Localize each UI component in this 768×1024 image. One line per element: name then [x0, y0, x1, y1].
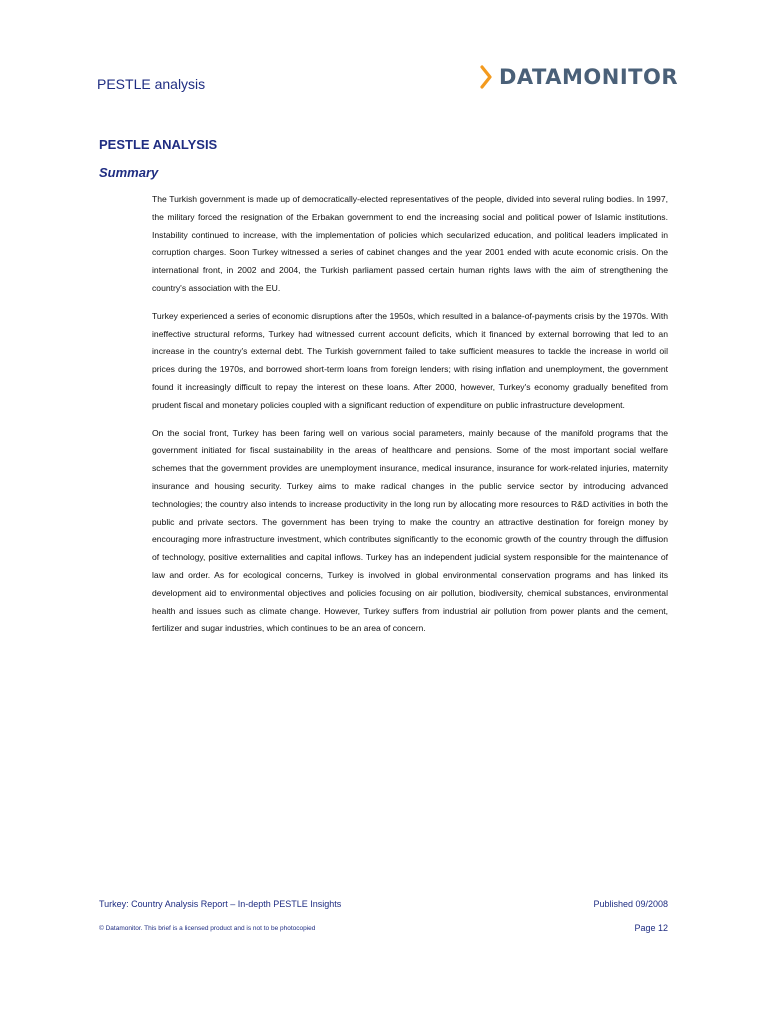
logo-text: DATAMONITOR [499, 65, 678, 89]
paragraph: Turkey experienced a series of economic disruptions after the 1950s, which resulted in a balance-of-payments crisis by the 1970s. With ineffective structural reforms, Turkey had witnessed current account deficits, which it financed by external borrowing that led to an increase in the country's external debt. The Turkish government failed to take sufficient measures to tackle the increase in world oil prices during the 1970s, and borrowed short-term loans from foreign lenders; with rising inflation and unemployment, the government found it increasingly difficult to repay the interest on these loans. After 2000, however, Turkey's economy gradually benefited from prudent fiscal and monetary policies coupled with a significant reduction of expenditure on public infrastructure development. [152, 310, 668, 410]
subsection-title: Summary [99, 165, 159, 180]
chevron-logo-icon [479, 65, 493, 89]
paragraph: The Turkish government is made up of democratically-elected representatives of the people, divided into several ruling bodies. In 1997, the military forced the resignation of the Erbakan government to end the increasing social and political power of Islamic institutions. Instability continued to increase, with the implementation of policies which secularized education, and political leaders implicated in corruption charges. Soon Turkey witnessed a series of cabinet changes and the year 2001 ended with acute economic crisis. On the international front, in 2002 and 2004, the Turkish parliament passed certain human rights laws with the aim of strengthening the country's association with the EU. [152, 194, 668, 293]
section-title: PESTLE ANALYSIS [99, 137, 218, 152]
footer-published-date: Published 09/2008 [593, 899, 668, 909]
footer-copyright: © Datamonitor. This brief is a licensed product and is not to be photocopied [99, 925, 316, 932]
page-number: Page 12 [634, 923, 668, 933]
footer-report-title: Turkey: Country Analysis Report – In-depth PESTLE Insights [99, 899, 342, 909]
paragraph: On the social front, Turkey has been faring well on various social parameters, mainly because of the manifold programs that the government initiated for fiscal sustainability in the areas of healthcare and pensions. Some of the most important social welfare schemes that the government provides are unemployment insurance, medical insurance, insurance for work-related injuries, maternity insurance and housing security. Turkey aims to make radical changes in the public service sector by introducing advanced technologies; the country also intends to increase productivity in the long run by allocating more resources to R&D activities in both the public and private sectors. The government has been trying to make the country an attractive destination for foreign money by encouraging more infrastructure investment, which contributes significantly to the economic growth of the country through the diffusion of technology, positive externalities and capital inflows. Turkey has an independent judicial system responsible for the maintenance of law and order. As for ecological concerns, Turkey is involved in global environmental conservation programs and has linked its development aid to environmental objectives and policies focusing on air pollution, biodiversity, chemical substances, environmental health and issues such as climate change. However, Turkey suffers from industrial air pollution from power plants and the cement, fertilizer and sugar industries, which continues to be an area of concern. [152, 427, 668, 634]
body-text [152, 191, 668, 648]
header-title: PESTLE analysis [97, 76, 206, 92]
datamonitor-logo [479, 64, 678, 90]
